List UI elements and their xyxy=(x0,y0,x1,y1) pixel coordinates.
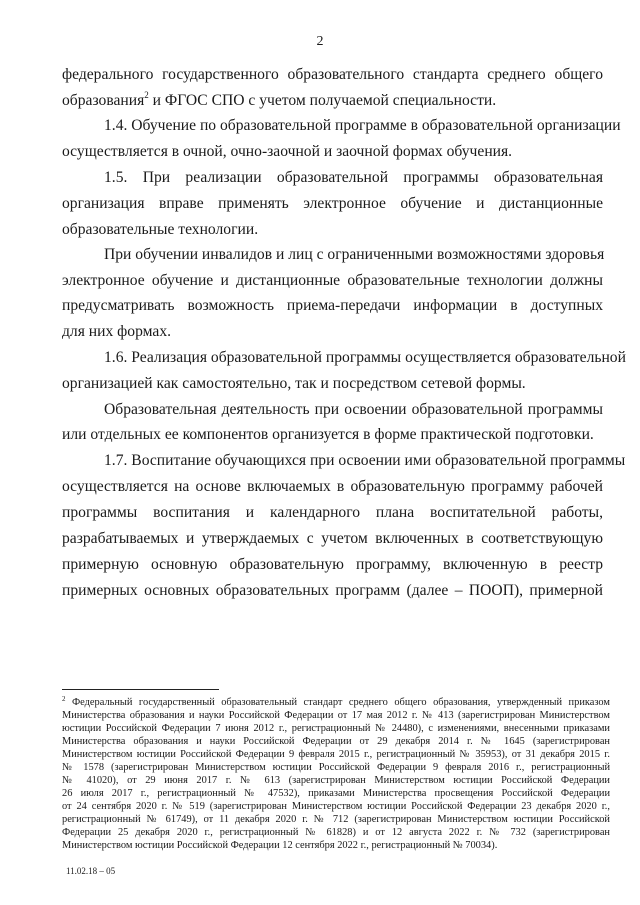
footnote-line: Федерации 25 декабря 2020 г., регистрационный № 61828) и от 12 августа 2022 г. № 732 (зарегистрирован xyxy=(62,827,610,838)
body-line: для них формах. xyxy=(62,323,172,340)
body-line-text: и ФГОС СПО с учетом получаемой специальности. xyxy=(148,92,497,109)
body-line: предусматривать возможность приема-передачи информации в доступных xyxy=(62,297,603,314)
footnote-line: Министерства образования и науки Российской Федерации от 17 мая 2012 г. № 413 (зарегистрирован Министерством xyxy=(62,710,610,721)
footnote-line: № 41020), от 29 июня 2017 г. № 613 (зарегистрирован Министерством юстиции Российской Федерации xyxy=(62,775,610,786)
footnote-marker: 2 xyxy=(62,695,66,703)
footnote-line: регистрационный № 61749), от 11 декабря 2020 г. № 712 (зарегистрирован Министерством юстиции Российской xyxy=(62,814,610,825)
footnote-line xyxy=(62,697,610,708)
footnote-separator xyxy=(62,689,219,690)
body-line: образовательные технологии. xyxy=(62,221,259,238)
footnote-line: № 1578 (зарегистрирован Министерством юстиции Российской Федерации 9 февраля 2016 г., регистрационный xyxy=(62,762,610,773)
footnote-reference: 2 xyxy=(144,90,149,100)
body-line: При обучении инвалидов и лиц с ограниченными возможностями здоровья xyxy=(104,246,605,263)
footnote-line: 26 июля 2017 г., регистрационный № 47532), приказами Министерства просвещения Российской Федерации xyxy=(62,788,610,799)
body-line xyxy=(62,92,603,110)
footnote-line: от 24 сентября 2020 г. № 519 (зарегистрирован Министерством юстиции Российской Федерации 23 декабря 2020 г., xyxy=(62,801,610,812)
body-line: электронное обучение и дистанционные образовательные технологии должны xyxy=(62,272,603,289)
body-line: осуществляется на основе включаемых в образовательную программу рабочей xyxy=(62,478,603,495)
footnote-line: Министерства образования и науки Российской Федерации от 29 декабря 2014 г. № 1645 (зарегистрирован xyxy=(62,736,610,747)
body-line: примерную основную образовательную программу, включенную в реестр xyxy=(62,556,603,573)
body-line: 1.7. Воспитание обучающихся при освоении ими образовательной программы xyxy=(104,452,626,469)
body-line-text: образования xyxy=(62,92,145,109)
footnote-line-text: Федеральный государственный образовательный стандарт среднего общего образования, утвержденный приказом xyxy=(65,697,610,708)
body-line: 1.5. При реализации образовательной программы образовательная xyxy=(104,169,603,186)
body-line: федерального государственного образовательного стандарта среднего общего xyxy=(62,66,603,83)
body-line: 1.6. Реализация образовательной программы осуществляется образовательной xyxy=(104,349,626,366)
body-line: 1.4. Обучение по образовательной программе в образовательной организации xyxy=(104,117,621,134)
footnote-line: юстиции Российской Федерации 7 июня 2012 г., регистрационный № 24480), с изменениями, внесенными приказами xyxy=(62,723,610,734)
page-number: 2 xyxy=(316,34,324,49)
body-line: организацией как самостоятельно, так и посредством сетевой формы. xyxy=(62,375,526,392)
document-code: 11.02.18 – 05 xyxy=(66,866,116,876)
body-line: или отдельных ее компонентов организуется в форме практической подготовки. xyxy=(62,426,594,443)
body-line: осуществляется в очной, очно-заочной и заочной формах обучения. xyxy=(62,143,513,160)
body-line: организация вправе применять электронное обучение и дистанционные xyxy=(62,195,603,212)
body-line: примерных основных образовательных программ (далее – ПООП), примерной xyxy=(62,582,603,599)
footnote-line: Министерством юстиции Российской Федерации 9 февраля 2015 г., регистрационный № 35953), от 31 декабря 2015 г. xyxy=(62,749,610,760)
body-line: разрабатываемых и утверждаемых с учетом включенных в соответствующую xyxy=(62,530,603,547)
body-line: Образовательная деятельность при освоении образовательной программы xyxy=(104,401,603,418)
body-line: программы воспитания и календарного плана воспитательной работы, xyxy=(62,504,603,521)
footnote-line: Министерством юстиции Российской Федерации 12 сентября 2022 г., регистрационный № 70034). xyxy=(62,840,498,851)
